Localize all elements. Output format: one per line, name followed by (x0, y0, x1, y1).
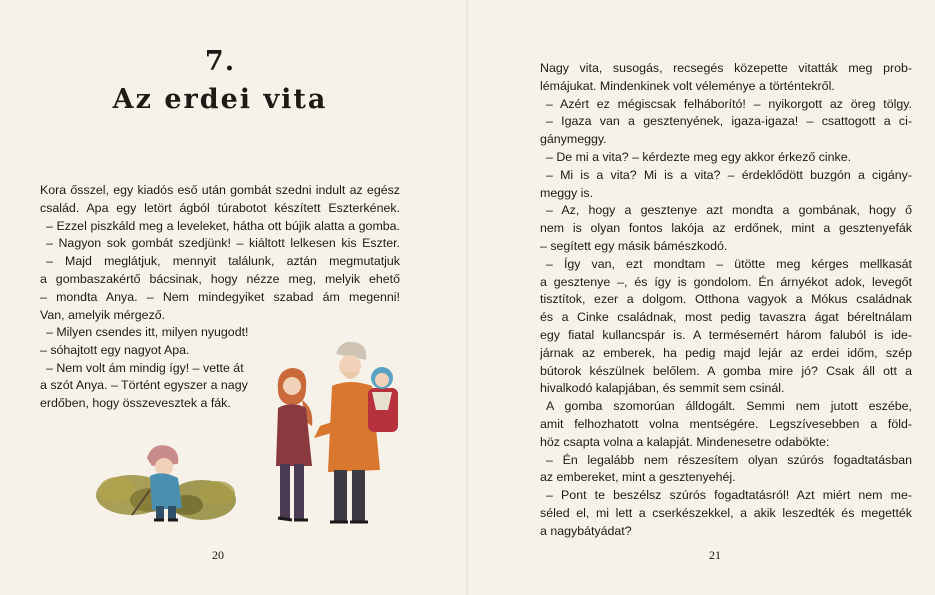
text-line: a gombaszakértő bácsinak, hogy nézze meg, melyik ehető (40, 271, 400, 286)
text-line: erdőben, hogy összevesztek a fák. (40, 396, 231, 411)
text-line: – Azért ez mégiscsak felháborító! – nyikorgott az öreg tölgy. (546, 96, 912, 111)
text-line: a gesztenye –, és így is gondolom. Én árnyékot adok, levegőt (540, 274, 912, 289)
left-paragraph (40, 182, 400, 324)
text-line: és a Cinke családnak, most pedig tavaszra ágat béreltnálam (540, 310, 912, 325)
text-line: – Nem volt ám mindig így! – vette át (46, 360, 244, 375)
text-line: – mondta Anya. – Nem mindegyiket szabad ám megenni! (40, 289, 400, 304)
text-line: – Majd meglátjuk, mennyit találunk, aztán megmutatjuk (46, 254, 400, 269)
text-line: – sóhajtott egy nagyot Apa. (40, 342, 190, 357)
text-line: egy fiatal kullancspár is. A termésemért három faluból is ide- (540, 327, 912, 342)
right-page (468, 0, 935, 595)
page-number: 20 (212, 548, 224, 562)
page-number: 21 (709, 548, 721, 562)
text-line: a szót Anya. – Történt egyszer a nagy (40, 378, 248, 393)
text-line: járnak az emberek, ha pedig majd lejár az erdei időm, szép (540, 345, 912, 360)
text-line: A gomba szomorúan álldogált. Semmi nem jutott eszébe, (546, 399, 912, 414)
text-line: – Pont te beszélsz szúrós fogadtatásról! Azt miért nem me- (546, 488, 912, 503)
text-line: hivalkodó kalapjában, és semmit sem csinál. (540, 381, 785, 396)
text-line: Kora ősszel, egy kiadós eső után gombát szedni indult az egész (40, 183, 400, 197)
text-line: – Milyen csendes itt, milyen nyugodt! (46, 325, 249, 339)
text-line: – Én legalább nem részesítem olyan szúrós fogadtatásban (546, 452, 912, 467)
text-line: gánymeggy. (540, 132, 607, 147)
baby-in-carrier (368, 367, 398, 432)
text-line: lémájukat. Mindenkinek volt véleménye a történtekről. (540, 78, 835, 93)
text-line: család. Apa egy letört ágból túrabotot készített Eszterkének. (40, 200, 400, 215)
text-line: nem is olyan fontos lakója az erdőnek, mint a gesztenyefák (540, 221, 912, 236)
text-line: – Így van, ezt mondtam – ütötte meg kérges mellkasát (546, 256, 912, 271)
text-line: – Ezzel piszkáld meg a leveleket, hátha ott bújik alatta a gomba. (46, 218, 400, 233)
text-line: höz csapta volna a kalapját. Mindenesetre odaböktе: (540, 434, 830, 449)
right-body-text (540, 60, 912, 541)
chapter-title: Az erdei vita (112, 84, 328, 115)
text-line: – Mi is a vita? Mi is a vita? – érdeklődött buzgón a cigány- (546, 167, 912, 182)
family-illustration (92, 330, 432, 530)
text-line: meggy is. (540, 185, 594, 200)
text-line: bútorok készülnek belőlem. A gomba mire jó? Csak áll ott a (540, 363, 912, 378)
text-line: Van, amelyik mérgező. (40, 307, 166, 322)
text-line: tisztítok, ezer a dolgom. Otthona vagyok a Mókus családnak (540, 292, 912, 307)
text-line: Nagy vita, susogás, recsegés közepette vitatták meg prob- (540, 61, 912, 75)
text-line: – De mi a vita? – kérdezte meg egy akkor érkező cinke. (546, 149, 852, 164)
text-line: – Igaza van a gesztenyének, igaza-igaza! – csattogott a ci- (546, 114, 912, 129)
text-line: – Nagyon sok gombát szedjünk! – kiáltott lelkesen kis Eszter. (46, 236, 400, 251)
text-line: amit felhozhatott volna mentségére. Legszívesebben a föld- (540, 416, 912, 431)
text-line: – Az, hogy a gesztenye azt mondta a gombának, hogy ő (546, 203, 912, 218)
father-figure (314, 342, 380, 522)
mother-figure (276, 368, 312, 520)
left-page (0, 0, 467, 595)
text-line: – segített egy másik bámészkodó. (540, 238, 728, 253)
text-line: az embereket, mint a gesztenyehéj. (540, 470, 736, 485)
text-line: séled el, mi lett a cserkészekkel, a akik leszedték és megették (540, 505, 912, 520)
text-line: a nagybátyádat? (540, 523, 632, 538)
chapter-number: 7. (204, 46, 236, 77)
